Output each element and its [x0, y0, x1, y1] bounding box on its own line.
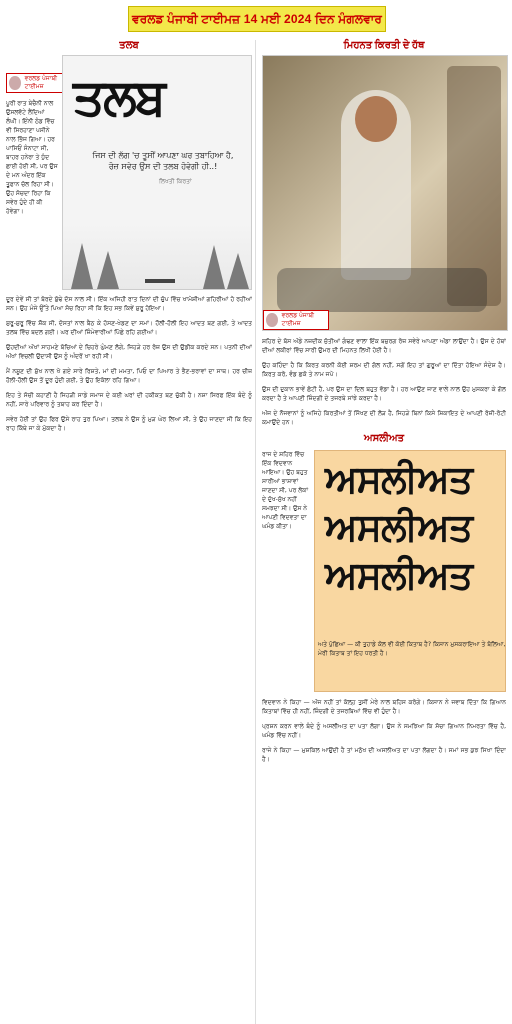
aslit-paragraph: ਰਾਜੇ ਨੇ ਕਿਹਾ — ਮੁਸ਼ਕਿਲ ਆਉਂਦੀ ਹੈ ਤਾਂ ਮਨੁੱਖ ਦੀ ਅਸਲੀਅਤ ਦਾ ਪਤਾ ਲੱਗਦਾ ਹੈ। ਸਮਾਂ ਸਭ ਕੁਝ ਸਿਖਾ ਦਿੰਦਾ ਹੈ।	[262, 747, 506, 763]
column-divider	[255, 40, 256, 1024]
aslit-caption: ਅਤੇ ਪੁੱਛਿਆ — ਕੀ ਤੁਹਾਡੇ ਕੋਲ ਵੀ ਕੋਈ ਕਿਤਾਬ ਹੈ? ਕਿਸਾਨ ਮੁਸਕਰਾਇਆ ਤੇ ਬੋਲਿਆ, ਮੇਰੀ ਕਿਤਾਬ ਤਾਂ ਇਹ ਧਰਤੀ ਹੈ।	[318, 641, 506, 657]
talab-block	[6, 55, 252, 289]
aslit-word: ਅਸਲੀਅਤ	[325, 507, 473, 549]
right-paragraph: ਸ਼ਹਿਰ ਦੇ ਬੱਸ ਅੱਡੇ ਨਜ਼ਦੀਕ ਜੁੱਤੀਆਂ ਗੰਢਣ ਵਾਲਾ ਇੱਕ ਬਜ਼ੁਰਗ ਰੋਜ਼ ਸਵੇਰੇ ਆਪਣਾ ਅੱਡਾ ਲਾਉਂਦਾ ਹੈ। ਉਸ ਦੇ ਹੱਥਾਂ ਦੀਆਂ ਲਕੀਰਾਂ ਵਿੱਚ ਸਾਰੀ ਉਮਰ ਦੀ ਮਿਹਨਤ ਲਿਖੀ ਹੋਈ ਹੈ।	[262, 338, 506, 354]
avatar	[9, 76, 21, 90]
left-paragraph: ਉਹਦੀਆਂ ਅੱਖਾਂ ਸਾਹਮਣੇ ਬੱਚਿਆਂ ਦੇ ਚਿਹਰੇ ਘੁੰਮਣ ਲੱਗੇ, ਜਿਹੜੇ ਹਰ ਰੋਜ਼ ਉਸ ਦੀ ਉਡੀਕ ਕਰਦੇ ਸਨ। ਪਤਨੀ ਦੀਆਂ ਅੱਖਾਂ ਵਿਚਲੀ ਉਦਾਸੀ ਉਸ ਨੂੰ ਅੰਦਰੋਂ ਖਾ ਰਹੀ ਸੀ।	[6, 344, 252, 360]
aslit-word: ਅਸਲੀਅਤ	[325, 459, 473, 501]
masthead	[128, 6, 386, 32]
left-paragraph: ਇਹ ਤੇ ਸੱਚੀ ਕਹਾਣੀ ਹੈ ਜਿਹੜੀ ਸਾਡੇ ਸਮਾਜ ਦੇ ਕਈ ਘਰਾਂ ਦੀ ਹਕੀਕਤ ਬਣ ਚੁੱਕੀ ਹੈ। ਨਸ਼ਾ ਸਿਰਫ ਇੱਕ ਬੰਦੇ ਨੂੰ ਨਹੀਂ, ਸਾਰੇ ਪਰਿਵਾਰ ਨੂੰ ਤਬਾਹ ਕਰ ਦਿੰਦਾ ਹੈ।	[6, 392, 252, 408]
aslit-paragraph: ਪ੍ਰਸ਼ਨ ਕਰਨ ਵਾਲੇ ਬੰਦੇ ਨੂੰ ਅਸਲੀਅਤ ਦਾ ਪਤਾ ਲੱਗਾ। ਉਸ ਨੇ ਸਮਝਿਆ ਕਿ ਸੱਚਾ ਗਿਆਨ ਨਿਮਰਤਾ ਵਿੱਚ ਹੈ, ਘਮੰਡ ਵਿੱਚ ਨਹੀਂ।	[262, 723, 506, 739]
left-paragraph: ਦੂਰ ਦੇਵੇਂ ਸੀ ਤਾਂ ਬੋਰਦੇ ਬੁੱਢੇ ਦੱਸ ਨਾਲ ਸੀ। ਇੱਕ ਅਜਿਹੀ ਰਾਤ ਦਿਨਾਂ ਦੀ ਚੁੱਪ ਵਿੱਚ ਖਾਮੋਸ਼ੀਆਂ ਗਹਿਰੀਆਂ ਹੋ ਰਹੀਆਂ ਸਨ। ਉਹ ਮੰਜੇ ਉੱਤੇ ਪਿਆ ਸੋਚ ਰਿਹਾ ਸੀ ਕਿ ਇਹ ਸਭ ਕਿਵੇਂ ਸ਼ੁਰੂ ਹੋਇਆ।	[6, 296, 252, 312]
shoes-pile	[277, 268, 487, 312]
talab-title: ਤਲਬ	[73, 69, 164, 125]
talab-quote-line-2: ਰੋਜ਼ ਸਵੇਰ ਉਸ ਦੀ ਤਲਬ ਹੋਵੇਗੀ ਹੀ..!	[108, 162, 218, 171]
left-paragraph: ਸਵੇਰ ਹੋਈ ਤਾਂ ਉਹ ਫਿਰ ਉਸੇ ਰਾਹ ਤੁਰ ਪਿਆ। ਤਲਬ ਨੇ ਉਸ ਨੂੰ ਮੁੜ ਘੇਰ ਲਿਆ ਸੀ, ਤੇ ਉਹ ਜਾਣਦਾ ਸੀ ਕਿ ਇਹ ਰਾਹ ਕਿੱਥੇ ਜਾ ਕੇ ਮੁੱਕਦਾ ਹੈ।	[6, 416, 252, 432]
right-heading: ਮਿਹਨਤ ਕਿਰਤੀ ਦੇ ਹੱਥ	[343, 40, 425, 51]
avatar	[266, 313, 278, 327]
aslit-left-text: ਰਾਜ ਦੇ ਸ਼ਹਿਰ ਵਿੱਚ ਇੱਕ ਵਿਦਵਾਨ ਆਇਆ। ਉਹ ਬਹੁਤ ਸਾਰੀਆਂ ਭਾਸ਼ਾਵਾਂ ਜਾਣਦਾ ਸੀ, ਪਰ ਲੋਕਾਂ ਦੇ ਦੁੱਖ-ਸੁੱਖ ਨਹੀਂ ਸਮਝਦਾ ਸੀ। ਉਸ ਨੇ ਆਪਣੀ ਵਿਦਵਤਾ ਦਾ ਘਮੰਡ ਕੀਤਾ।	[262, 451, 309, 530]
tree-icon	[203, 245, 225, 289]
aslit-paragraph: ਵਿਦਵਾਨ ਨੇ ਕਿਹਾ — ਅੱਜ ਨਹੀਂ ਤਾਂ ਕੱਲ੍ਹ ਤੁਸੀਂ ਮੇਰੇ ਨਾਲ ਬਹਿਸ ਕਰੋਗੇ। ਕਿਸਾਨ ਨੇ ਜਵਾਬ ਦਿੱਤਾ ਕਿ ਗਿਆਨ ਕਿਤਾਬਾਂ ਵਿੱਚ ਹੀ ਨਹੀਂ, ਜ਼ਿੰਦਗੀ ਦੇ ਤਜਰਬਿਆਂ ਵਿੱਚ ਵੀ ਹੁੰਦਾ ਹੈ।	[262, 699, 506, 715]
tree-icon	[97, 251, 119, 289]
talab-quote	[85, 150, 241, 172]
talab-image	[62, 55, 252, 290]
left-heading: ਤਲਬ	[119, 40, 139, 51]
cobbler-photo	[262, 55, 508, 331]
bench-icon	[145, 279, 175, 283]
source-badge	[263, 310, 329, 330]
aslit-block	[262, 450, 506, 692]
right-column	[262, 40, 506, 1024]
badge-text: ਵਰਲਡ ਪੰਜਾਬੀ ਟਾਈਮਜ਼	[24, 75, 58, 90]
face	[355, 96, 397, 142]
winter-trees	[63, 223, 251, 289]
masthead-title: ਵਰਲਡ ਪੰਜਾਬੀ ਟਾਈਮਜ਼ 14 ਮਈ 2024 ਦਿਨ ਮੰਗਲਵਾਰ	[131, 11, 383, 26]
tree-icon	[227, 253, 249, 289]
left-paragraph: ਸ਼ੁਰੂ-ਸ਼ੁਰੂ ਵਿੱਚ ਸ਼ੌਕ ਸੀ, ਦੋਸਤਾਂ ਨਾਲ ਬੈਠ ਕੇ ਹੱਸਣ-ਖੇਡਣ ਦਾ ਸਮਾਂ। ਹੌਲੀ-ਹੌਲੀ ਇਹ ਆਦਤ ਬਣ ਗਈ, ਤੇ ਆਦਤ ਤਲਬ ਵਿੱਚ ਬਦਲ ਗਈ। ਘਰ ਦੀਆਂ ਜ਼ਿੰਮੇਵਾਰੀਆਂ ਪਿੱਛੇ ਰਹਿ ਗਈਆਂ।	[6, 320, 252, 336]
left-paragraph: ਮੈਂ ਨਸ਼ੂਣ ਦੀ ਸ਼ੁੱਖ ਨਾਲ ਖੋ ਗਏ ਸਾਰੇ ਰਿਸ਼ਤੇ, ਮਾਂ ਦੀ ਮਮਤਾ, ਪਿਓ ਦਾ ਪਿਆਰ ਤੇ ਭੈਣ-ਭਰਾਵਾਂ ਦਾ ਸਾਥ। ਹਰ ਚੀਜ਼ ਹੌਲੀ-ਹੌਲੀ ਉਸ ਤੋਂ ਦੂਰ ਹੁੰਦੀ ਗਈ, ਤੇ ਉਹ ਇਕੱਲਾ ਰਹਿ ਗਿਆ।	[6, 368, 252, 384]
tree-icon	[71, 243, 93, 289]
aslit-heading: ਅਸਲੀਅਤ	[363, 433, 405, 444]
badge-text: ਵਰਲਡ ਪੰਜਾਬੀ ਟਾਈਮਜ਼	[281, 312, 315, 327]
right-paragraph: ਉਸ ਦੀ ਦੁਕਾਨ ਭਾਵੇਂ ਛੋਟੀ ਹੈ, ਪਰ ਉਸ ਦਾ ਦਿਲ ਬਹੁਤ ਵੱਡਾ ਹੈ। ਹਰ ਆਉਣ ਜਾਣ ਵਾਲੇ ਨਾਲ ਉਹ ਮੁਸਕਰਾ ਕੇ ਗੱਲ ਕਰਦਾ ਹੈ ਤੇ ਆਪਣੀ ਜ਼ਿੰਦਗੀ ਦੇ ਤਜਰਬੇ ਸਾਂਝੇ ਕਰਦਾ ਹੈ।	[262, 386, 506, 402]
talab-signature: ਲਿਖਤੀ ਕਿਰਤਾਂ	[159, 178, 192, 185]
left-column	[6, 40, 252, 1024]
left-side-text: ਪੂਰੀ ਰਾਤ ਬੇਚੈਨੀ ਨਾਲ ਉਸਲਵੱਟੇ ਲੈਂਦਿਆਂ ਲੰਘੀ। ਇੰਨੀ ਠੰਡ ਵਿੱਚ ਵੀ ਸਿਰਹਾਣਾ ਪਸੀਨੇ ਨਾਲ ਭਿੱਜ ਗਿਆ। ਹਰ ਪਾਸਿਓਂ ਸੰਨਾਟਾ ਸੀ, ਬਾਹਰ ਹਨੇਰਾ ਤੇ ਧੁੰਦ ਛਾਈ ਹੋਈ ਸੀ, ਪਰ ਉਸ ਦੇ ਮਨ ਅੰਦਰ ਇੱਕ ਤੂਫਾਨ ਚੱਲ ਰਿਹਾ ਸੀ। ਉਹ ਸੋਚਦਾ ਰਿਹਾ ਕਿ ਸਵੇਰ ਹੁੰਦੇ ਹੀ ਕੀ ਹੋਵੇਗਾ।	[6, 100, 58, 215]
aslit-word: ਅਸਲੀਅਤ	[325, 555, 473, 597]
photo-credit	[263, 310, 329, 330]
talab-quote-line-1: ਜਿਸ ਦੀ ਲੱਗ 'ਚ ਤੂਸੀਂ ਆਪਣਾ ਘਰ ਤਬਾਹਿਆ ਹੈ,	[92, 151, 234, 160]
right-paragraph: ਅੱਜ ਦੇ ਨੌਜਵਾਨਾਂ ਨੂੰ ਅਜਿਹੇ ਕਿਰਤੀਆਂ ਤੋਂ ਸਿੱਖਣ ਦੀ ਲੋੜ ਹੈ, ਜਿਹੜੇ ਬਿਨਾਂ ਕਿਸੇ ਸ਼ਿਕਾਇਤ ਦੇ ਆਪਣੀ ਰੋਜ਼ੀ-ਰੋਟੀ ਕਮਾਉਂਦੇ ਹਨ।	[262, 410, 506, 426]
right-paragraph: ਉਹ ਕਹਿੰਦਾ ਹੈ ਕਿ ਕਿਰਤ ਕਰਨੀ ਕੋਈ ਸ਼ਰਮ ਦੀ ਗੱਲ ਨਹੀਂ, ਸਗੋਂ ਇਹ ਤਾਂ ਗੁਰੂਆਂ ਦਾ ਦਿੱਤਾ ਹੋਇਆ ਸੰਦੇਸ਼ ਹੈ। ਕਿਰਤ ਕਰੋ, ਵੰਡ ਛਕੋ ਤੇ ਨਾਮ ਜਪੋ।	[262, 362, 506, 378]
